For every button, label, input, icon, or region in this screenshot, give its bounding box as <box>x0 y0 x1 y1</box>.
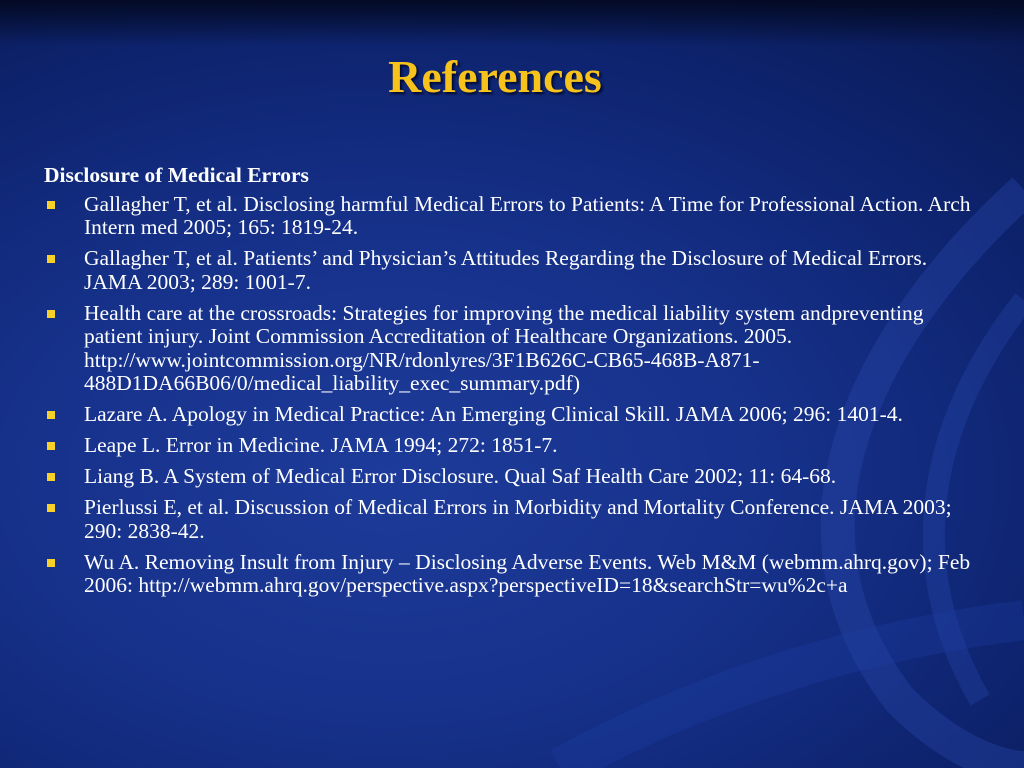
slide-title: References <box>388 51 602 102</box>
square-bullet-icon <box>47 411 55 419</box>
reference-text: Pierlussi E, et al. Discussion of Medical Errors in Morbidity and Mortality Conference. JAMA 2003; 290: 2838-42. <box>84 495 952 543</box>
list-item <box>44 247 984 294</box>
list-item <box>44 465 984 489</box>
references-list <box>44 193 984 598</box>
square-bullet-icon <box>47 255 55 263</box>
square-bullet-icon <box>47 473 55 481</box>
list-item <box>44 193 984 240</box>
reference-text: Health care at the crossroads: Strategies for improving the medical liability system andpreventing patient injury. Joint Commission Accreditation of Healthcare Organizations. 2005. http://www.jointcommission.org/NR/rdonlyres/3F1B626C-CB65-468B-A871-488D1DA66B06/0/medical_liability_exec_summary.pdf) <box>84 300 924 395</box>
square-bullet-icon <box>47 310 55 318</box>
list-item <box>44 403 984 427</box>
square-bullet-icon <box>47 559 55 567</box>
list-item <box>44 496 984 543</box>
references-content <box>44 164 984 605</box>
square-bullet-icon <box>47 201 55 209</box>
reference-text: Lazare A. Apology in Medical Practice: An Emerging Clinical Skill. JAMA 2006; 296: 1401-4. <box>84 402 903 426</box>
reference-text: Wu A. Removing Insult from Injury – Disclosing Adverse Events. Web M&M (webmm.ahrq.gov); Feb 2006: http://webmm.ahrq.gov/perspective.aspx?perspectiveID=18&searchStr=wu%2c+a <box>84 549 971 597</box>
list-item <box>44 551 984 598</box>
list-item <box>44 434 984 458</box>
square-bullet-icon <box>47 442 55 450</box>
section-heading: Disclosure of Medical Errors <box>44 163 309 187</box>
reference-text: Gallagher T, et al. Disclosing harmful Medical Errors to Patients: A Time for Professional Action. Arch Intern med 2005; 165: 1819-24. <box>84 191 971 239</box>
square-bullet-icon <box>47 504 55 512</box>
list-item <box>44 302 984 396</box>
reference-text: Gallagher T, et al. Patients’ and Physician’s Attitudes Regarding the Disclosure of Medical Errors. JAMA 2003; 289: 1001-7. <box>84 246 928 294</box>
reference-text: Liang B. A System of Medical Error Disclosure. Qual Saf Health Care 2002; 11: 64-68. <box>84 464 837 488</box>
reference-text: Leape L. Error in Medicine. JAMA 1994; 272: 1851-7. <box>84 433 558 457</box>
